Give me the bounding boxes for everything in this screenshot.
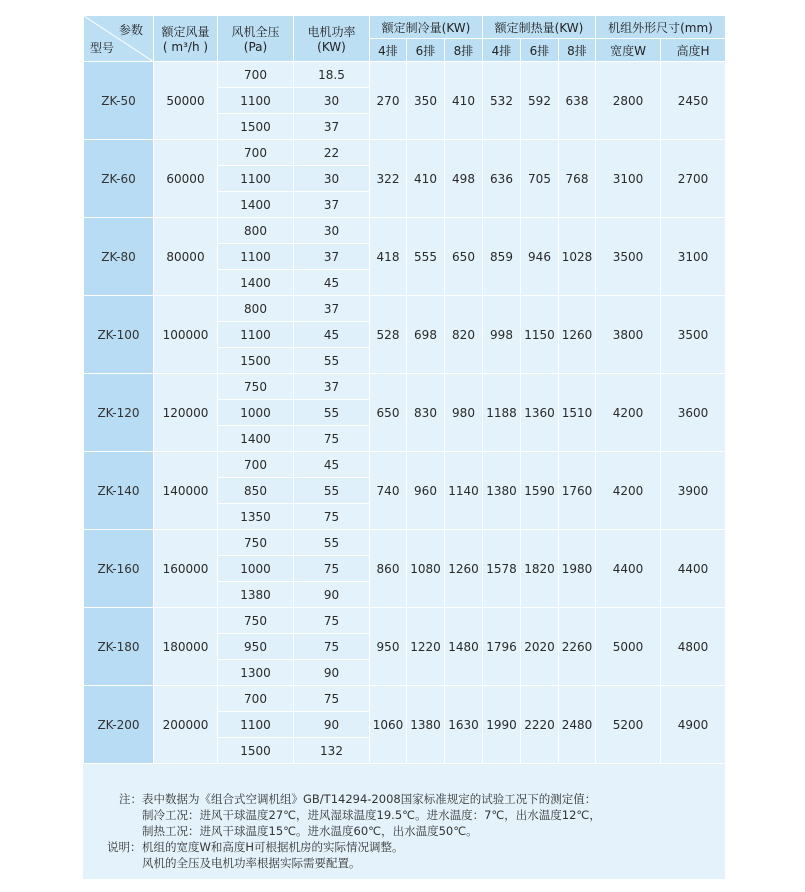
airflow-header <box>154 16 218 62</box>
power-cell: 55 <box>294 348 370 374</box>
power-cell: 45 <box>294 270 370 296</box>
notes-section <box>83 787 725 879</box>
pressure-label: 风机全压 <box>231 25 280 39</box>
power-cell: 55 <box>294 530 370 556</box>
pressure-cell: 1350 <box>218 504 294 530</box>
cool-rows-4: 4排 <box>370 39 407 62</box>
pressure-cell: 750 <box>218 530 294 556</box>
power-cell: 55 <box>294 478 370 504</box>
model-cell: ZK-100 <box>84 296 154 374</box>
power-cell: 90 <box>294 660 370 686</box>
table-row <box>84 62 726 88</box>
heating-cell: 705 <box>521 140 559 218</box>
power-cell: 75 <box>294 686 370 712</box>
desc-prefix: 说明： <box>107 840 142 854</box>
heating-cell: 532 <box>483 62 521 140</box>
power-cell: 37 <box>294 374 370 400</box>
table-row <box>84 374 726 400</box>
heating-cell: 638 <box>559 62 596 140</box>
pressure-cell: 700 <box>218 686 294 712</box>
pressure-cell: 1300 <box>218 660 294 686</box>
pressure-cell: 1100 <box>218 322 294 348</box>
height-cell: 4800 <box>661 608 726 686</box>
power-cell: 45 <box>294 452 370 478</box>
power-cell: 90 <box>294 712 370 738</box>
pressure-cell: 1500 <box>218 348 294 374</box>
header-row-1 <box>84 16 726 39</box>
cooling-cell: 950 <box>370 608 407 686</box>
cooling-cell: 498 <box>445 140 483 218</box>
airflow-cell: 200000 <box>154 686 218 764</box>
power-cell: 30 <box>294 166 370 192</box>
desc-line-1: 机组的宽度W和高度H可根据机房的实际情况调整。 <box>142 840 404 854</box>
width-cell: 5200 <box>596 686 661 764</box>
heating-cell: 1510 <box>559 374 596 452</box>
pressure-cell: 850 <box>218 478 294 504</box>
power-cell: 18.5 <box>294 62 370 88</box>
power-cell: 75 <box>294 556 370 582</box>
height-cell: 3100 <box>661 218 726 296</box>
heating-cell: 2260 <box>559 608 596 686</box>
desc-line-2: 风机的全压及电机功率根据实际需要配置。 <box>142 856 361 870</box>
heating-cell: 1590 <box>521 452 559 530</box>
heating-cell: 1980 <box>559 530 596 608</box>
pressure-cell: 1500 <box>218 738 294 764</box>
heating-cell: 1380 <box>483 452 521 530</box>
cooling-cell: 980 <box>445 374 483 452</box>
airflow-cell: 140000 <box>154 452 218 530</box>
power-cell: 37 <box>294 192 370 218</box>
power-cell: 37 <box>294 114 370 140</box>
cooling-cell: 270 <box>370 62 407 140</box>
heating-cell: 1820 <box>521 530 559 608</box>
airflow-cell: 80000 <box>154 218 218 296</box>
pressure-cell: 700 <box>218 452 294 478</box>
power-cell: 75 <box>294 504 370 530</box>
heating-cell: 1578 <box>483 530 521 608</box>
pressure-cell: 750 <box>218 608 294 634</box>
heating-cell: 998 <box>483 296 521 374</box>
heating-cell: 2220 <box>521 686 559 764</box>
width-cell: 3100 <box>596 140 661 218</box>
param-label: 参数 <box>118 23 143 37</box>
pressure-cell: 1100 <box>218 712 294 738</box>
cooling-cell: 820 <box>445 296 483 374</box>
model-cell: ZK-180 <box>84 608 154 686</box>
pressure-cell: 1000 <box>218 400 294 426</box>
cooling-cell: 740 <box>370 452 407 530</box>
pressure-cell: 1100 <box>218 166 294 192</box>
airflow-cell: 50000 <box>154 62 218 140</box>
heating-cell: 859 <box>483 218 521 296</box>
cooling-cell: 1260 <box>445 530 483 608</box>
size-header: 机组外形尺寸(mm) <box>596 16 726 39</box>
width-cell: 4200 <box>596 452 661 530</box>
heat-rows-6: 6排 <box>521 39 559 62</box>
heating-cell: 946 <box>521 218 559 296</box>
pressure-cell: 750 <box>218 374 294 400</box>
table-row <box>84 140 726 166</box>
heating-cell: 1990 <box>483 686 521 764</box>
power-cell: 75 <box>294 426 370 452</box>
note-line-2: 制冷工况：进风干球温度27℃，进风湿球温度19.5℃。进水温度：7℃，出水温度12℃， <box>142 808 601 822</box>
pressure-cell: 1500 <box>218 114 294 140</box>
model-cell: ZK-160 <box>84 530 154 608</box>
airflow-cell: 160000 <box>154 530 218 608</box>
airflow-label: 额定风量 <box>161 25 210 39</box>
pressure-cell: 1380 <box>218 582 294 608</box>
power-label: 电机功率 <box>307 25 356 39</box>
note-prefix: 注： <box>119 792 142 806</box>
cooling-cell: 1480 <box>445 608 483 686</box>
cooling-cell: 1080 <box>407 530 445 608</box>
cool-rows-6: 6排 <box>407 39 445 62</box>
note-line-1: 表中数据为《组合式空调机组》GB/T14294-2008国家标准规定的试验工况下的测定值： <box>142 792 597 806</box>
note-line-3: 制热工况：进风干球温度15℃。进水温度60℃，出水温度50℃。 <box>142 824 478 838</box>
power-cell: 132 <box>294 738 370 764</box>
heating-cell: 768 <box>559 140 596 218</box>
airflow-unit: ( m³/h ) <box>162 40 209 54</box>
cooling-cell: 1380 <box>407 686 445 764</box>
cooling-cell: 418 <box>370 218 407 296</box>
table-row <box>84 608 726 634</box>
pressure-cell: 1400 <box>218 270 294 296</box>
airflow-cell: 100000 <box>154 296 218 374</box>
heating-cell: 1760 <box>559 452 596 530</box>
power-cell: 45 <box>294 322 370 348</box>
cooling-cell: 960 <box>407 452 445 530</box>
power-cell: 55 <box>294 400 370 426</box>
cooling-cell: 410 <box>445 62 483 140</box>
pressure-cell: 700 <box>218 62 294 88</box>
cooling-cell: 1630 <box>445 686 483 764</box>
pressure-cell: 950 <box>218 634 294 660</box>
power-cell: 30 <box>294 218 370 244</box>
pressure-cell: 800 <box>218 296 294 322</box>
table-row <box>84 452 726 478</box>
heating-cell: 1360 <box>521 374 559 452</box>
airflow-cell: 180000 <box>154 608 218 686</box>
power-cell: 22 <box>294 140 370 166</box>
heating-cell: 636 <box>483 140 521 218</box>
model-cell: ZK-120 <box>84 374 154 452</box>
table-row <box>84 530 726 556</box>
power-header <box>294 16 370 62</box>
header-corner-cell <box>84 16 154 62</box>
pressure-cell: 700 <box>218 140 294 166</box>
heating-cell: 2480 <box>559 686 596 764</box>
table-row <box>84 218 726 244</box>
pressure-cell: 1100 <box>218 88 294 114</box>
power-cell: 37 <box>294 244 370 270</box>
cooling-cell: 555 <box>407 218 445 296</box>
cooling-cell: 410 <box>407 140 445 218</box>
model-cell: ZK-60 <box>84 140 154 218</box>
table-row <box>84 686 726 712</box>
model-label: 型号 <box>90 41 115 55</box>
table-row <box>84 296 726 322</box>
cooling-cell: 1140 <box>445 452 483 530</box>
cooling-cell: 322 <box>370 140 407 218</box>
cooling-header: 额定制冷量(KW) <box>370 16 483 39</box>
heating-cell: 2020 <box>521 608 559 686</box>
airflow-cell: 120000 <box>154 374 218 452</box>
width-header: 宽度W <box>596 39 661 62</box>
pressure-cell: 1400 <box>218 192 294 218</box>
height-cell: 2450 <box>661 62 726 140</box>
power-cell: 90 <box>294 582 370 608</box>
cooling-cell: 1060 <box>370 686 407 764</box>
cooling-cell: 528 <box>370 296 407 374</box>
heating-cell: 1188 <box>483 374 521 452</box>
heating-cell: 592 <box>521 62 559 140</box>
cooling-cell: 1220 <box>407 608 445 686</box>
heating-cell: 1028 <box>559 218 596 296</box>
height-cell: 4900 <box>661 686 726 764</box>
airflow-cell: 60000 <box>154 140 218 218</box>
heating-cell: 1796 <box>483 608 521 686</box>
width-cell: 5000 <box>596 608 661 686</box>
width-cell: 3500 <box>596 218 661 296</box>
cooling-cell: 350 <box>407 62 445 140</box>
power-cell: 37 <box>294 296 370 322</box>
pressure-cell: 1000 <box>218 556 294 582</box>
power-cell: 30 <box>294 88 370 114</box>
power-cell: 75 <box>294 634 370 660</box>
cooling-cell: 860 <box>370 530 407 608</box>
power-cell: 75 <box>294 608 370 634</box>
heating-cell: 1150 <box>521 296 559 374</box>
model-cell: ZK-140 <box>84 452 154 530</box>
cooling-cell: 650 <box>370 374 407 452</box>
height-cell: 2700 <box>661 140 726 218</box>
heat-rows-4: 4排 <box>483 39 521 62</box>
pressure-header <box>218 16 294 62</box>
width-cell: 4400 <box>596 530 661 608</box>
model-cell: ZK-80 <box>84 218 154 296</box>
cooling-cell: 650 <box>445 218 483 296</box>
height-cell: 3500 <box>661 296 726 374</box>
width-cell: 3800 <box>596 296 661 374</box>
cooling-cell: 698 <box>407 296 445 374</box>
heating-cell: 1260 <box>559 296 596 374</box>
pressure-cell: 1400 <box>218 426 294 452</box>
spec-sheet <box>83 15 725 879</box>
model-cell: ZK-50 <box>84 62 154 140</box>
pressure-cell: 1100 <box>218 244 294 270</box>
pressure-cell: 800 <box>218 218 294 244</box>
height-cell: 3900 <box>661 452 726 530</box>
width-cell: 2800 <box>596 62 661 140</box>
height-cell: 4400 <box>661 530 726 608</box>
height-header: 高度H <box>661 39 726 62</box>
model-cell: ZK-200 <box>84 686 154 764</box>
heating-header: 额定制热量(KW) <box>483 16 596 39</box>
power-unit: (KW) <box>317 40 346 54</box>
height-cell: 3600 <box>661 374 726 452</box>
cooling-cell: 830 <box>407 374 445 452</box>
heat-rows-8: 8排 <box>559 39 596 62</box>
spec-table <box>83 15 726 764</box>
width-cell: 4200 <box>596 374 661 452</box>
cool-rows-8: 8排 <box>445 39 483 62</box>
pressure-unit: (Pa) <box>243 40 268 54</box>
